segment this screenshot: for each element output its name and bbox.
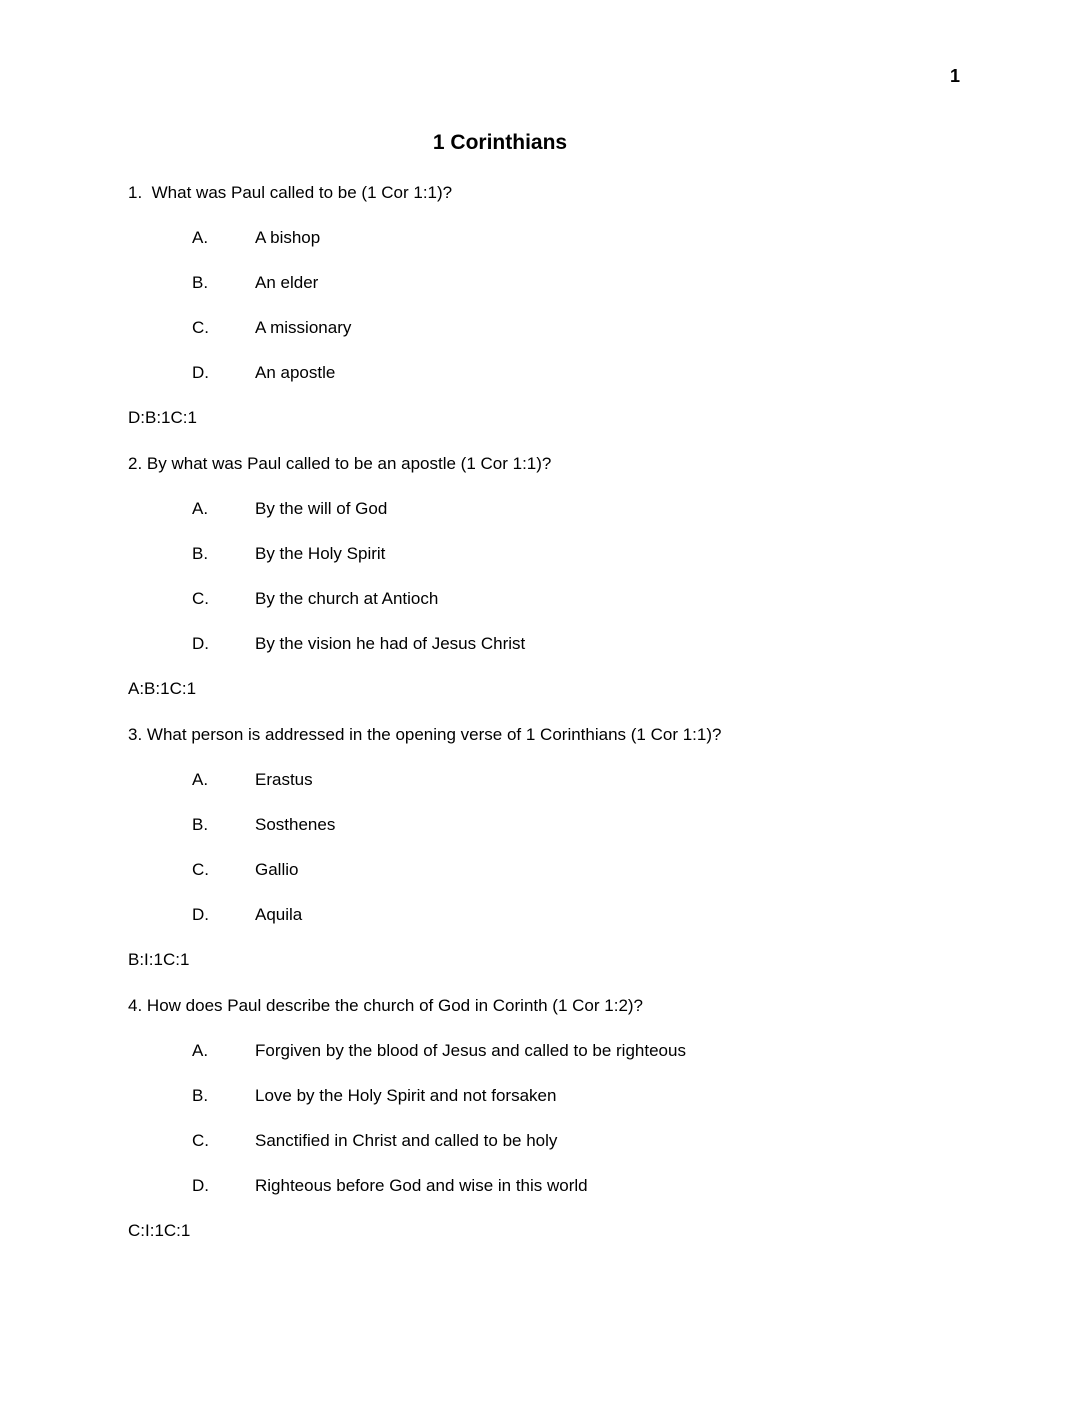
option-text: Forgiven by the blood of Jesus and called to be righteous — [255, 1041, 686, 1060]
option-letter: B. — [192, 815, 209, 834]
option-text: Sanctified in Christ and called to be holy — [255, 1131, 558, 1150]
answer-key: C:I:1C:1 — [128, 1221, 191, 1240]
document-title: 1 Corinthians — [432, 131, 568, 154]
option-d — [128, 1173, 968, 1218]
option-letter: D. — [192, 363, 209, 382]
option-letter: A. — [192, 770, 209, 789]
answer-key: A:B:1C:1 — [128, 679, 197, 698]
question-text — [128, 722, 968, 748]
option-letter: A. — [192, 499, 209, 518]
question-prompt: What was Paul called to be (1 Cor 1:1)? — [151, 183, 453, 202]
option-d — [128, 902, 968, 947]
answer-key: B:I:1C:1 — [128, 950, 190, 969]
option-letter: D. — [192, 1176, 209, 1195]
option-c — [128, 586, 968, 631]
option-c — [128, 857, 968, 902]
option-a — [128, 496, 968, 541]
option-list — [128, 767, 968, 947]
question-list — [128, 180, 968, 1264]
option-text: By the will of God — [255, 499, 388, 518]
option-letter: B. — [192, 544, 209, 563]
option-b — [128, 1083, 968, 1128]
option-letter: B. — [192, 273, 209, 292]
option-letter: A. — [192, 1041, 209, 1060]
question-number: 1. — [128, 183, 143, 202]
option-c — [128, 1128, 968, 1173]
option-text: An elder — [255, 273, 319, 292]
question-2 — [128, 451, 968, 702]
answer-key: D:B:1C:1 — [128, 408, 197, 427]
option-text: By the church at Antioch — [255, 589, 439, 608]
option-letter: C. — [192, 318, 209, 337]
question-prompt: How does Paul describe the church of God in Corinth (1 Cor 1:2)? — [146, 996, 644, 1015]
option-letter: C. — [192, 589, 209, 608]
option-text: By the vision he had of Jesus Christ — [255, 634, 526, 653]
option-c — [128, 315, 968, 360]
question-text — [128, 451, 968, 477]
option-list — [128, 225, 968, 405]
option-b — [128, 812, 968, 857]
option-a — [128, 1038, 968, 1083]
option-text: A missionary — [255, 318, 352, 337]
page-number: 1 — [949, 66, 960, 86]
option-letter: D. — [192, 634, 209, 653]
option-a — [128, 767, 968, 812]
question-number: 2. — [128, 454, 143, 473]
option-text: Sosthenes — [255, 815, 336, 834]
option-list — [128, 496, 968, 676]
option-letter: C. — [192, 860, 209, 879]
question-4 — [128, 993, 968, 1244]
option-d — [128, 360, 968, 405]
question-prompt: What person is addressed in the opening verse of 1 Corinthians (1 Cor 1:1)? — [146, 725, 722, 744]
option-text: A bishop — [255, 228, 321, 247]
option-text: Aquila — [255, 905, 303, 924]
option-list — [128, 1038, 968, 1218]
option-text: Love by the Holy Spirit and not forsaken — [255, 1086, 557, 1105]
option-letter: C. — [192, 1131, 209, 1150]
option-b — [128, 541, 968, 586]
option-b — [128, 270, 968, 315]
question-text — [128, 180, 968, 206]
option-text: An apostle — [255, 363, 336, 382]
question-number: 3. — [128, 725, 143, 744]
option-text: By the Holy Spirit — [255, 544, 386, 563]
question-text — [128, 993, 968, 1019]
question-prompt: By what was Paul called to be an apostle (1 Cor 1:1)? — [146, 454, 552, 473]
question-1 — [128, 180, 968, 431]
option-text: Erastus — [255, 770, 313, 789]
option-text: Gallio — [255, 860, 299, 879]
option-d — [128, 631, 968, 676]
option-letter: B. — [192, 1086, 209, 1105]
option-letter: D. — [192, 905, 209, 924]
option-letter: A. — [192, 228, 209, 247]
option-text: Righteous before God and wise in this world — [255, 1176, 588, 1195]
option-a — [128, 225, 968, 270]
question-3 — [128, 722, 968, 973]
question-number: 4. — [128, 996, 143, 1015]
